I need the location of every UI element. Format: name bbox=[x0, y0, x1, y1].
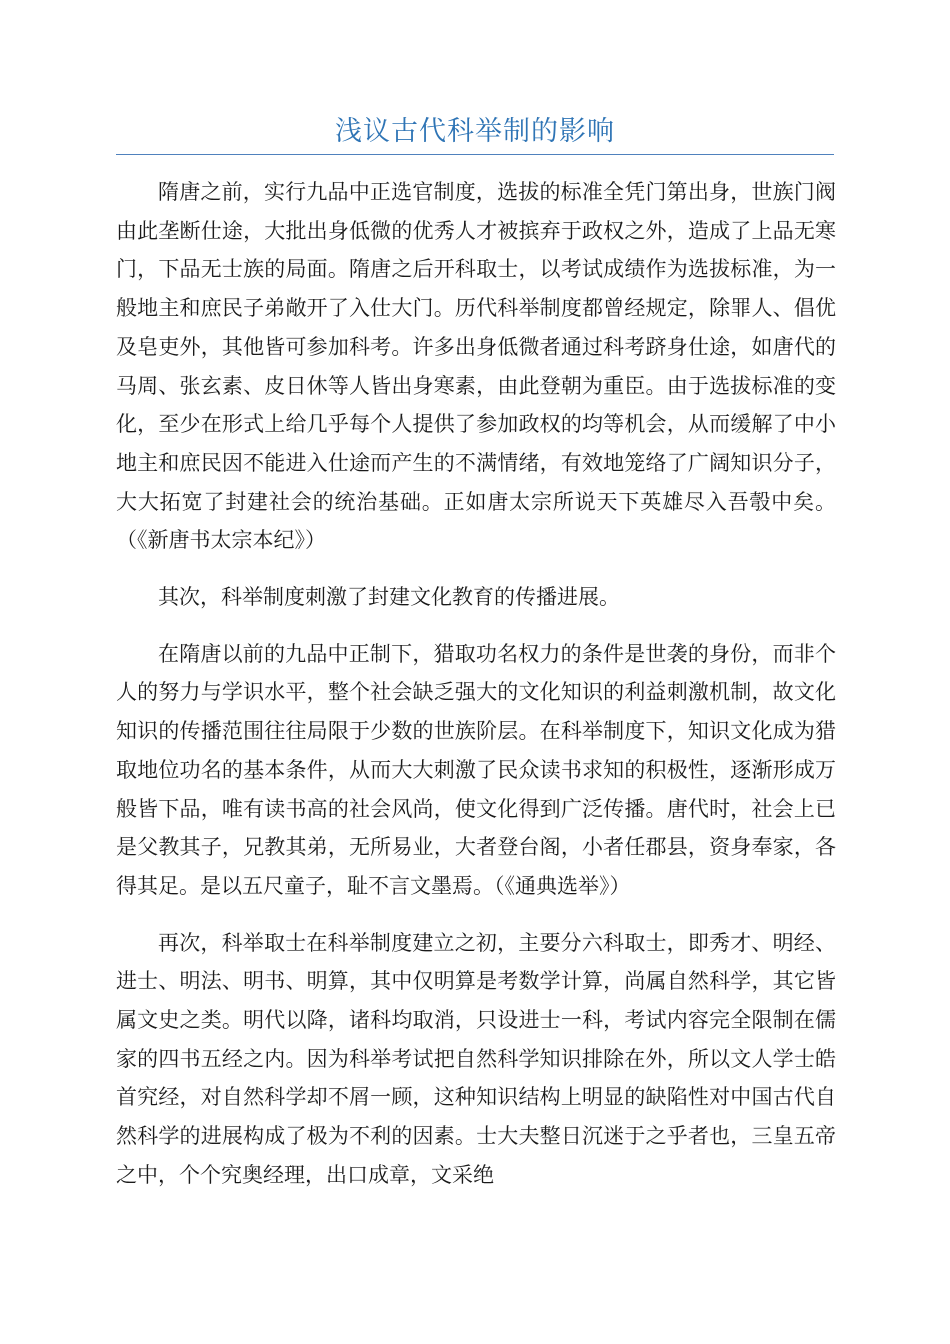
document-body bbox=[116, 173, 836, 1213]
paragraph-1: 隋唐之前，实行九品中正选官制度，选拔的标准全凭门第出身，世族门阀由此垄断仕途，大批出身低微的优秀人才被摈弃于政权之外，造成了上品无寒门，下品无士族的局面。隋唐之后开科取士，以考试成绩作为选拔标准，为一般地主和庶民子弟敞开了入仕大门。历代科举制度都曾经规定，除罪人、倡优及皂吏外，其他皆可参加科考。许多出身低微者通过科考跻身仕途，如唐代的马周、张玄素、皮日休等人皆出身寒素，由此登朝为重臣。由于选拔标准的变化，至少在形式上给几乎每个人提供了参加政权的均等机会，从而缓解了中小地主和庶民因不能进入仕途而产生的不满情绪，有效地笼络了广阔知识分子，大大拓宽了封建社会的统治基础。正如唐太宗所说天下英雄尽入吾彀中矣。（《新唐书太宗本纪》） bbox=[116, 180, 836, 553]
paragraph-2: 其次，科举制度刺激了封建文化教育的传播进展。 bbox=[158, 585, 620, 610]
paragraph-4: 再次，科举取士在科举制度建立之初，主要分六科取士，即秀才、明经、进士、明法、明书、明算，其中仅明算是考数学计算，尚属自然科学，其它皆属文史之类。明代以降，诸科均取消，只设进士一科，考试内容完全限制在儒家的四书五经之内。因为科举考试把自然科学知识排除在外，所以文人学士皓首究经，对自然科学却不屑一顾，这种知识结构上明显的缺陷性对中国古代自然科学的进展构成了极为不利的因素。士大夫整日沉迷于之乎者也，三皇五帝之中，个个究奥经理，出口成章，文采绝 bbox=[116, 930, 836, 1187]
paragraph-3: 在隋唐以前的九品中正制下，猎取功名权力的条件是世袭的身份，而非个人的努力与学识水平，整个社会缺乏强大的文化知识的利益刺激机制，故文化知识的传播范围往往局限于少数的世族阶层。在科举制度下，知识文化成为猎取地位功名的基本条件，从而大大刺激了民众读书求知的积极性，逐渐形成万般皆下品，唯有读书高的社会风尚，使文化得到广泛传播。唐代时，社会上已是父教其子，兄教其弟，无所易业，大者登台阁，小者任郡县，资身奉家，各得其足。是以五尺童子，耻不言文墨焉。（《通典选举》） bbox=[116, 641, 836, 898]
page-title: 浅议古代科举制的影响 bbox=[335, 116, 615, 147]
title-underline bbox=[116, 154, 834, 155]
